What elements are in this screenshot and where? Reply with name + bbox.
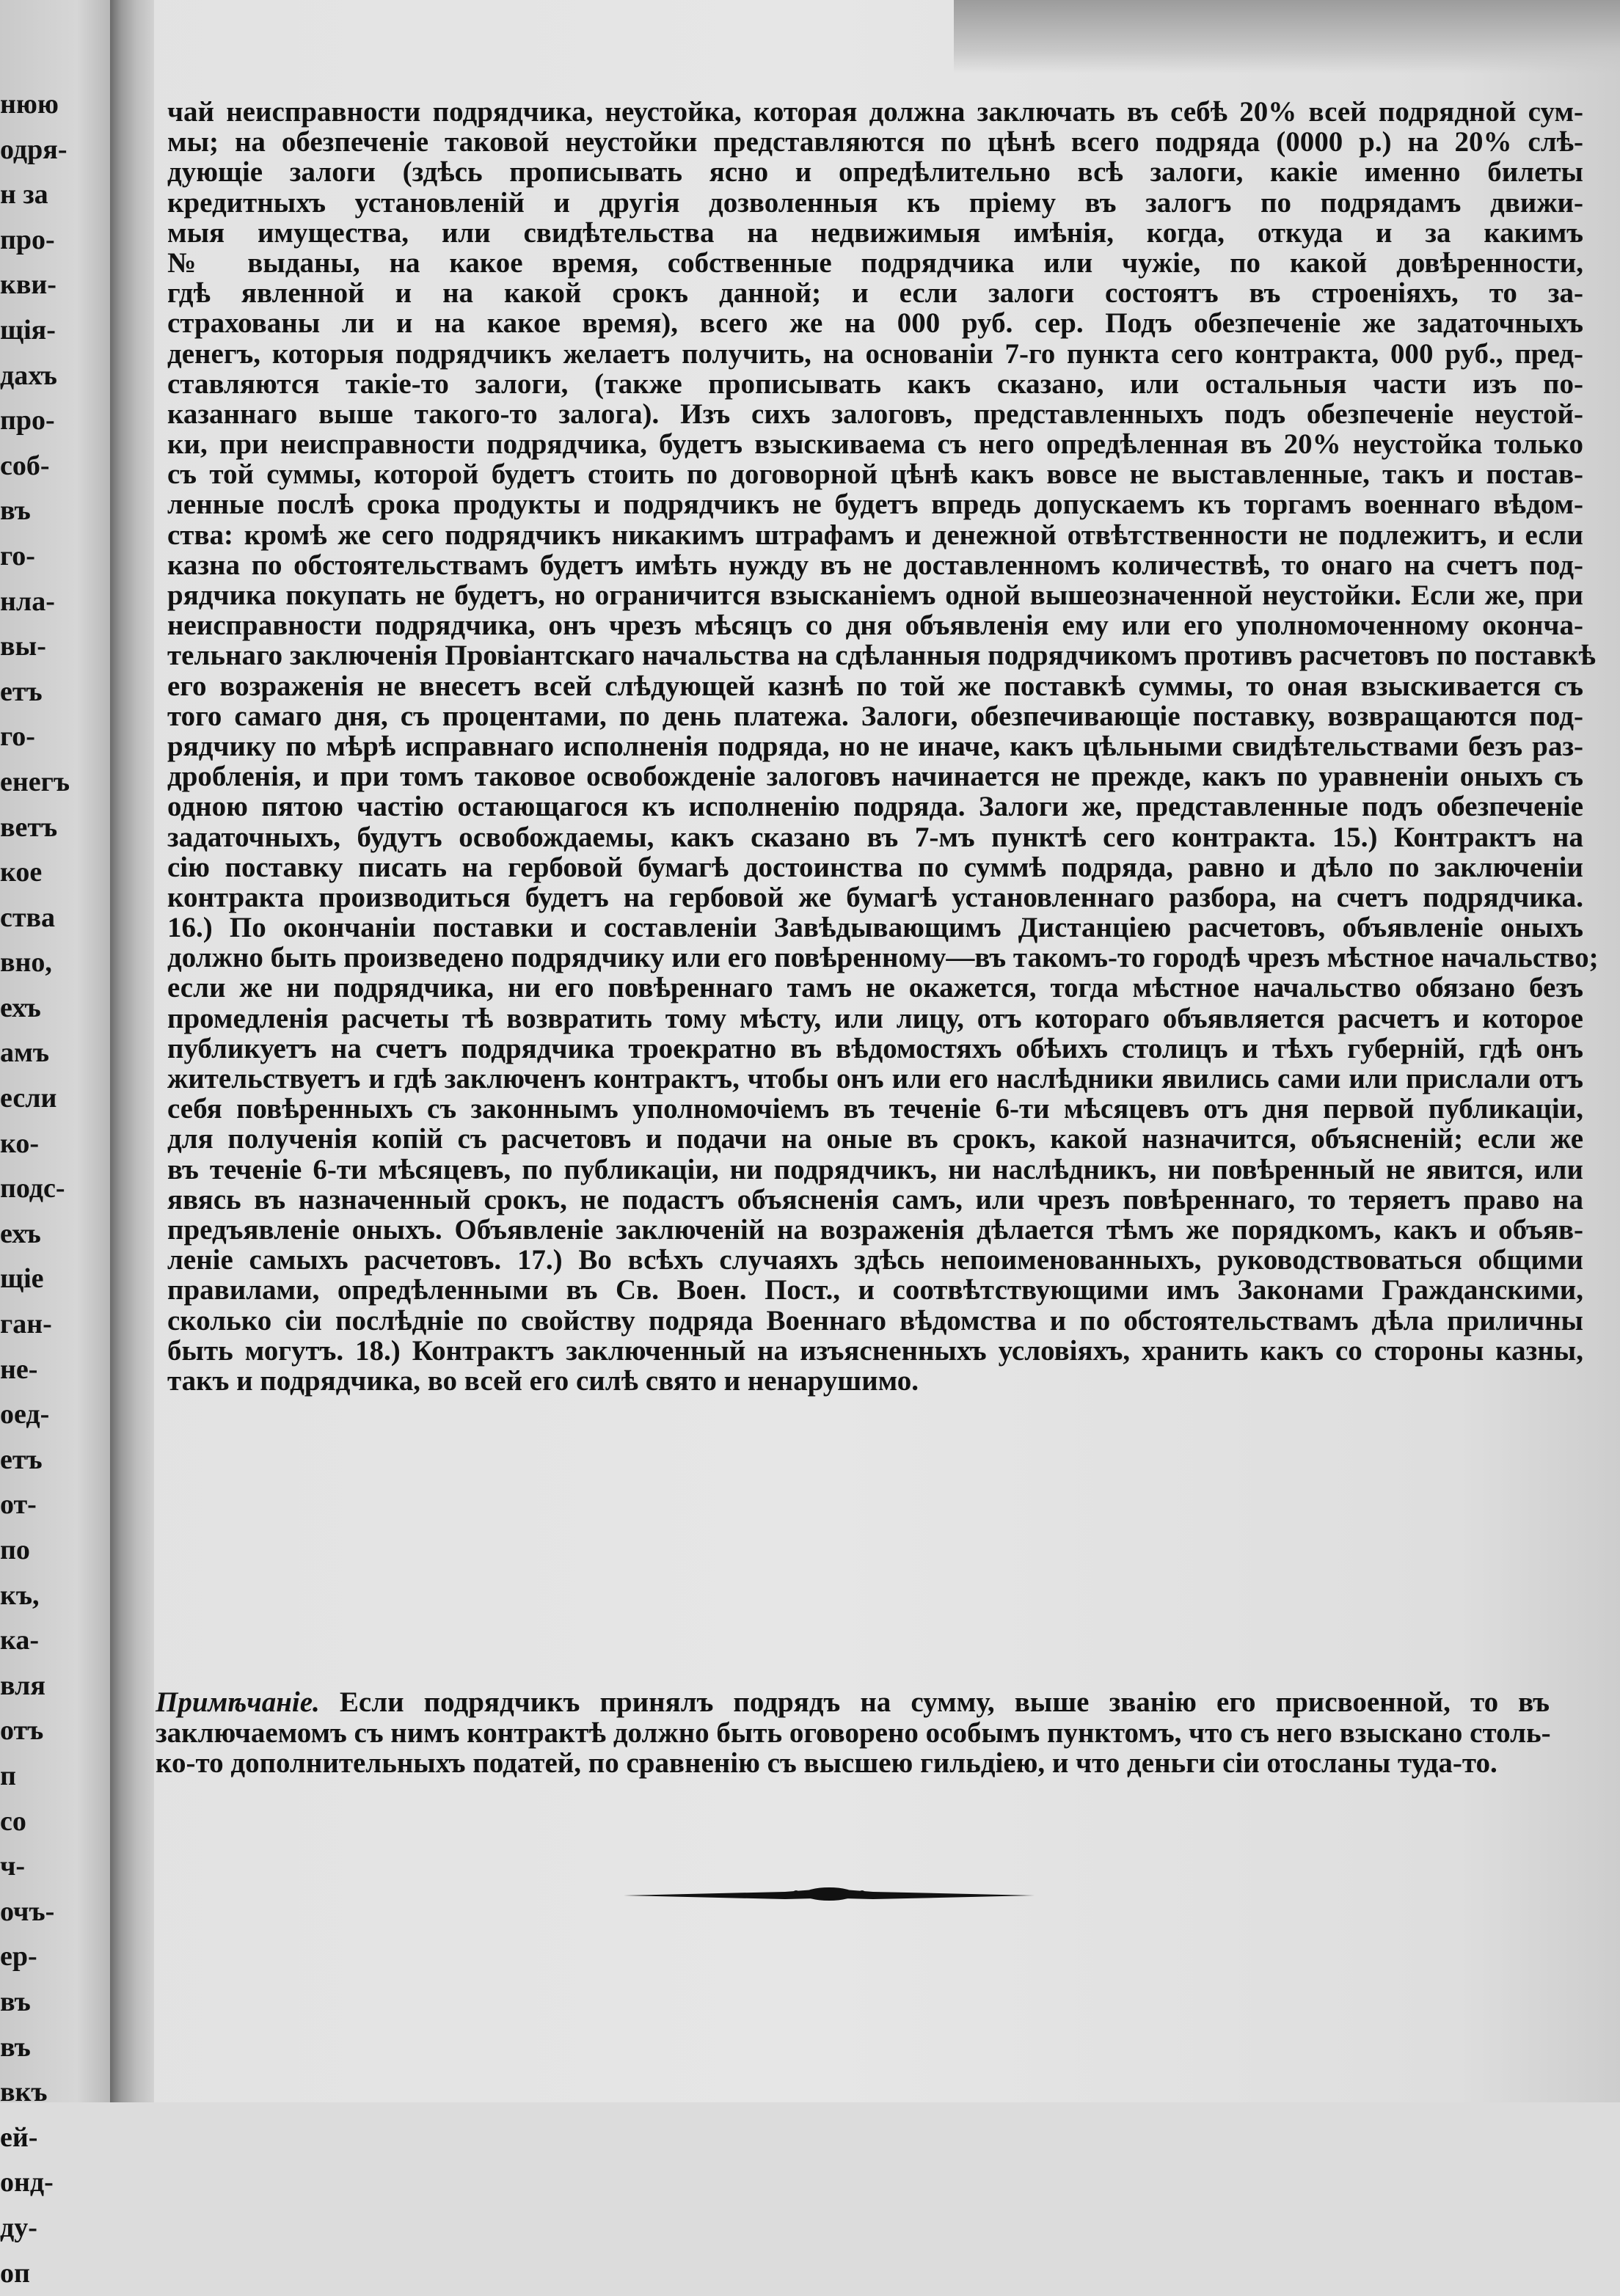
- adjacent-fragment: къ,: [0, 1573, 103, 1619]
- note-line: ко-то дополнительныхъ податей, по сравненію съ высшею гильдіею, и что деньги сіи отосланы туда-то.: [156, 1748, 1550, 1779]
- text-line: если же ни подрядчика, ни его повѣреннаго тамъ не окажется, тогда мѣстное начальство обязано безъ: [167, 973, 1583, 1003]
- text-line: страхованы ли и на какое время), всего же на 000 руб. сер. Подъ обезпеченіе же задаточныхъ: [167, 308, 1583, 338]
- adjacent-fragment: го-: [0, 534, 103, 580]
- text-line: предъявленіе оныхъ. Объявленіе заключеній на возраженія дѣлается тѣмъ же порядкомъ, какъ и объяв-: [167, 1215, 1583, 1245]
- adjacent-fragment: ветъ: [0, 805, 103, 851]
- adjacent-fragment: ехъ: [0, 986, 103, 1031]
- adjacent-fragment: ч-: [0, 1844, 103, 1890]
- adjacent-fragment: щія-: [0, 308, 103, 354]
- text-line: публикуетъ на счетъ подрядчика троекратно въ вѣдомостяхъ обѣихъ столицъ и тѣхъ губерній, гдѣ онъ: [167, 1034, 1583, 1064]
- adjacent-fragment: со: [0, 1799, 103, 1845]
- ornamental-divider: [624, 1879, 1035, 1909]
- text-line: 16.) По окончаніи поставки и составленіи Завѣдывающимъ Дистанціею расчетовъ, объявленіе оныхъ: [167, 913, 1583, 943]
- adjacent-fragment: етъ: [0, 1438, 103, 1483]
- text-line: того самаго дня, съ процентами, по день платежа. Залоги, обезпечивающіе поставку, возвращаются под-: [167, 701, 1583, 731]
- text-line: № выданы, на какое время, собственные подрядчика или чужіе, по какой довѣренности,: [167, 248, 1583, 278]
- text-line: рядчику по мѣрѣ исправнаго исполненія подряда, но не иначе, какъ цѣльными свидѣтельствами безъ раз-: [167, 731, 1583, 761]
- text-line: дробленія, и при томъ таковое освобожденіе залоговъ начинается не прежде, какъ по уравненіи оныхъ съ: [167, 761, 1583, 791]
- adjacent-fragment: ган-: [0, 1302, 103, 1348]
- text-line: тельнаго заключенія Провіантскаго начальства на сдѣланныя подрядчикомъ противъ расчетовъ по поставкѣ: [167, 640, 1583, 670]
- adjacent-fragment: ко-: [0, 1122, 103, 1167]
- adjacent-fragment: не-: [0, 1348, 103, 1393]
- adjacent-fragment: нюю: [0, 82, 103, 128]
- adjacent-fragment: про-: [0, 398, 103, 444]
- text-line: быть могутъ. 18.) Контрактъ заключенный на изъясненныхъ условіяхъ, хранить какъ со стороны казны,: [167, 1336, 1583, 1366]
- adjacent-fragment: амъ: [0, 1031, 103, 1076]
- adjacent-fragment: кви-: [0, 263, 103, 308]
- adjacent-fragment: вля: [0, 1664, 103, 1709]
- adjacent-fragment: если: [0, 1076, 103, 1122]
- adjacent-fragment: нла-: [0, 580, 103, 625]
- text-line: мыя имущества, или свидѣтельства на недвижимыя имѣнія, когда, откуда и за какимъ: [167, 218, 1583, 248]
- text-line: для полученія копій съ расчетовъ и подачи на оные въ срокъ, какой назначится, объясненій; если же: [167, 1124, 1583, 1154]
- text-line: сію поставку писать на гербовой бумагѣ достоинства по суммѣ подряда, равно и дѣло по заключеніи: [167, 852, 1583, 882]
- adjacent-fragment: отъ: [0, 1708, 103, 1754]
- text-line: чай неисправности подрядчика, неустойка, которая должна заключать въ себѣ 20% всей подрядной сум-: [167, 97, 1583, 127]
- adjacent-fragment: енегъ: [0, 760, 103, 805]
- adjacent-fragment: дахъ: [0, 354, 103, 399]
- text-line: ставляются такіе-то залоги, (также прописывать какъ сказано, или остальныя части изъ по-: [167, 369, 1583, 399]
- adjacent-fragment: про-: [0, 218, 103, 263]
- text-line: съ той суммы, которой будетъ стоить по договорной цѣнѣ какъ вовсе не выставленные, такъ и постав-: [167, 459, 1583, 489]
- adjacent-fragment: ка-: [0, 1618, 103, 1664]
- adjacent-fragment: соб-: [0, 444, 103, 489]
- adjacent-fragment: ства: [0, 896, 103, 941]
- adjacent-fragment: н за: [0, 172, 103, 218]
- note-first-line-text: Если подрядчикъ принялъ подрядъ на сумму, выше званію его присвоенной, то въ: [340, 1686, 1550, 1718]
- adjacent-page-strip: [0, 0, 110, 2102]
- adjacent-fragment: оп: [0, 2251, 103, 2296]
- text-line: контракта производиться будетъ на гербовой же бумагѣ установленнаго разбора, на счетъ подрядчика.: [167, 882, 1583, 913]
- text-line: ства: кромѣ же сего подрядчикъ никакимъ штрафамъ и денежной отвѣтственности не подлежитъ, и если: [167, 520, 1583, 550]
- text-line: казна по обстоятельствамъ будетъ имѣть нужду въ не доставленномъ количествѣ, то онаго на счетъ под-: [167, 550, 1583, 580]
- text-line: жительствуетъ и гдѣ заключенъ контрактъ, чтобы онъ или его наслѣдники явились сами или прислали отъ: [167, 1064, 1583, 1094]
- text-line: денегъ, которыя подрядчикъ желаетъ получить, на основаніи 7-го пункта сего контракта, 000 руб., пред-: [167, 339, 1583, 369]
- text-line: себя повѣренныхъ съ законнымъ уполномочіемъ въ теченіе 6-ти мѣсяцевъ отъ дня первой публикаціи,: [167, 1094, 1583, 1124]
- adjacent-fragment: щіе: [0, 1257, 103, 1302]
- text-line: сколько сіи послѣдніе по свойству подряда Военнаго вѣдомства и по обстоятельствамъ дѣла приличны: [167, 1306, 1583, 1336]
- main-text-column: [167, 97, 1583, 1396]
- text-line: должно быть произведено подрядчику или его повѣренному—въ такомъ-то городѣ чрезъ мѣстное начальство;: [167, 943, 1583, 973]
- note-first-line: [156, 1687, 1550, 1718]
- text-line: правилами, опредѣленными въ Св. Воен. Пост., и соотвѣтствующими имъ Законами Гражданскими,: [167, 1275, 1583, 1305]
- text-line: ленные послѣ срока продукты и подрядчикъ не будетъ впредь допускаемъ къ торгамъ военнаго вѣдом-: [167, 489, 1583, 519]
- text-line: промедленія расчеты тѣ возвратить тому мѣсту, или лицу, отъ котораго объявляется расчетъ и которое: [167, 1003, 1583, 1034]
- adjacent-fragment: онд-: [0, 2160, 103, 2206]
- text-line: явясь въ назначенный срокъ, не подастъ объясненія самъ, или чрезъ повѣреннаго, то теряетъ право на: [167, 1185, 1583, 1215]
- adjacent-fragment: от-: [0, 1482, 103, 1528]
- text-line: ки, при неисправности подрядчика, будетъ взыскиваема съ него опредѣленная въ 20% неустойка только: [167, 429, 1583, 459]
- adjacent-fragment: ду-: [0, 2206, 103, 2251]
- book-gutter: [110, 0, 154, 2102]
- text-line: рядчика покупать не будетъ, но ограничится взысканіемъ одной вышеозначенной неустойки. Если же, при: [167, 580, 1583, 610]
- note-line: заключаемомъ съ нимъ контрактѣ должно быть оговорено особымъ пунктомъ, что съ него взыскано столь-: [156, 1718, 1550, 1749]
- adjacent-fragment: ей-: [0, 2116, 103, 2161]
- adjacent-fragment: очъ-: [0, 1890, 103, 1935]
- text-line: мы; на обезпеченіе таковой неустойки представляются по цѣнѣ всего подряда (0000 р.) на 20% слѣ-: [167, 127, 1583, 157]
- text-line: его возраженія не внесетъ всей слѣдующей казнѣ по той же поставкѣ суммы, то оная взыскивается съ: [167, 671, 1583, 701]
- adjacent-fragment: оед-: [0, 1392, 103, 1438]
- text-line: неисправности подрядчика, онъ чрезъ мѣсяцъ со дня объявленія ему или его уполномоченному оконча-: [167, 610, 1583, 640]
- adjacent-fragment: по: [0, 1528, 103, 1573]
- adjacent-fragment: п: [0, 1754, 103, 1799]
- text-line: такъ и подрядчика, во всей его силѣ свято и ненарушимо.: [167, 1366, 1583, 1396]
- adjacent-fragment: етъ: [0, 670, 103, 715]
- text-line: дующіе залоги (здѣсь прописывать ясно и опредѣлительно всѣ залоги, какіе именно билеты: [167, 157, 1583, 187]
- adjacent-fragment: вы-: [0, 624, 103, 670]
- header-artifact: [954, 0, 1620, 73]
- adjacent-fragment: одря-: [0, 128, 103, 173]
- adjacent-fragment: ер-: [0, 1934, 103, 1980]
- adjacent-page-text: [0, 82, 103, 2296]
- footnote: [156, 1687, 1550, 1779]
- text-line: кредитныхъ установленій и другія дозволенныя къ пріему въ залогъ по подрядамъ движи-: [167, 188, 1583, 218]
- text-line: леніе самыхъ расчетовъ. 17.) Во всѣхъ случаяхъ здѣсь непоименованныхъ, руководствоваться общими: [167, 1245, 1583, 1275]
- text-line: гдѣ явленной и на какой срокъ данной; и если залоги состоятъ въ строеніяхъ, то за-: [167, 278, 1583, 308]
- adjacent-fragment: ехъ: [0, 1212, 103, 1257]
- text-line: одною пятою частію остающагося къ исполненію подряда. Залоги же, представленные подъ обезпеченіе: [167, 791, 1583, 822]
- adjacent-fragment: подс-: [0, 1166, 103, 1212]
- adjacent-fragment: вкъ: [0, 2070, 103, 2116]
- text-line: задаточныхъ, будутъ освобождаемы, какъ сказано въ 7-мъ пунктѣ сего контракта. 15.) Контрактъ на: [167, 822, 1583, 852]
- adjacent-fragment: въ: [0, 2025, 103, 2071]
- text-line: въ теченіе 6-ти мѣсяцевъ, по публикаціи, ни подрядчикъ, ни наслѣдникъ, ни повѣренный не явится, или: [167, 1155, 1583, 1185]
- adjacent-fragment: въ: [0, 1980, 103, 2025]
- note-title: Примѣчаніе.: [156, 1686, 320, 1718]
- adjacent-fragment: кое: [0, 850, 103, 896]
- adjacent-fragment: въ: [0, 489, 103, 534]
- adjacent-fragment: го-: [0, 714, 103, 760]
- text-line: казаннаго выше такого-то залога). Изъ сихъ залоговъ, представленныхъ подъ обезпеченіе неустой-: [167, 399, 1583, 429]
- adjacent-fragment: вно,: [0, 940, 103, 986]
